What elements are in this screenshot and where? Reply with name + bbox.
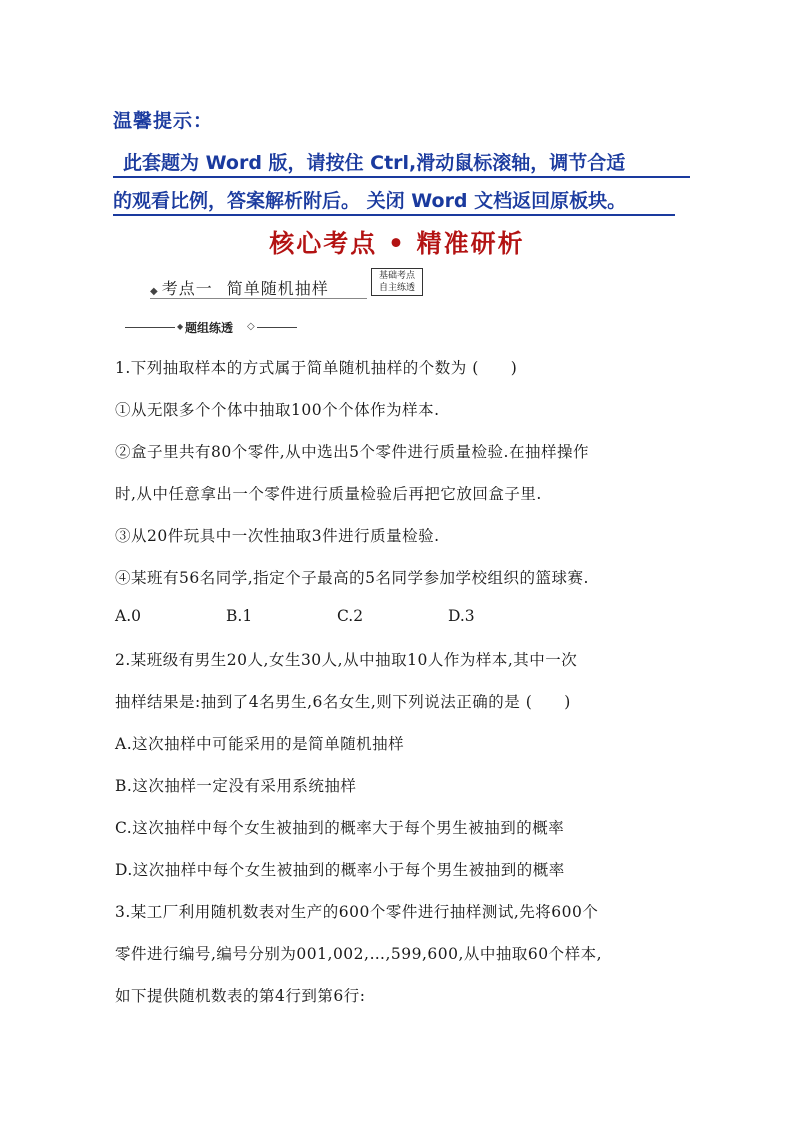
divider-right xyxy=(257,327,297,328)
group-label: 题组练透 xyxy=(185,321,234,335)
badge-line-1: 基础考点 xyxy=(378,271,415,281)
tip-line-1: 此套题为 Word 版，请按住 Ctrl,滑动鼠标滚轴，调节合适 xyxy=(113,150,690,178)
q1-option-d: D.3 xyxy=(448,607,475,625)
tip-title: 温馨提示： xyxy=(113,110,214,132)
q1-item-3: ③从20件玩具中一次性抽取3件进行质量检验. xyxy=(115,527,440,545)
tip-line-2: 的观看比例，答案解析附后。 关闭 Word 文档返回原板块。 xyxy=(113,188,675,216)
section-title: 核心考点 • 精准研析 xyxy=(269,229,525,258)
q1-item-2b: 时,从中任意拿出一个零件进行质量检验后再把它放回盒子里. xyxy=(115,485,542,503)
q2-option-d: D.这次抽样中每个女生被抽到的概率小于每个男生被抽到的概率 xyxy=(115,861,565,879)
q2-option-b: B.这次抽样一定没有采用系统抽样 xyxy=(115,777,357,795)
q3-stem-2: 零件进行编号,编号分别为001,002,…,599,600,从中抽取60个样本, xyxy=(115,945,603,963)
kaodian-underline xyxy=(150,298,367,299)
kaodian-badge xyxy=(371,268,423,296)
q1-item-2a: ②盒子里共有80个零件,从中选出5个零件进行质量检验.在抽样操作 xyxy=(115,443,589,461)
q1-item-1: ①从无限多个个体中抽取100个个体作为样本. xyxy=(115,401,440,419)
dot-icon: ◆ xyxy=(177,322,184,331)
divider-left xyxy=(125,327,175,328)
q1-item-4: ④某班有56名同学,指定个子最高的5名同学参加学校组织的篮球赛. xyxy=(115,569,589,587)
q1-stem: 1.下列抽取样本的方式属于简单随机抽样的个数为 ( ) xyxy=(115,359,518,377)
q2-stem-1: 2.某班级有男生20人,女生30人,从中抽取10人作为样本,其中一次 xyxy=(115,651,578,669)
q2-stem-2: 抽样结果是:抽到了4名男生,6名女生,则下列说法正确的是 ( ) xyxy=(115,693,571,711)
q1-option-b: B.1 xyxy=(226,607,253,625)
q2-option-a: A.这次抽样中可能采用的是简单随机抽样 xyxy=(115,735,405,753)
q3-stem-3: 如下提供随机数表的第4行到第6行: xyxy=(115,987,366,1005)
kaodian-name: 简单随机抽样 xyxy=(226,279,329,298)
q2-option-c: C.这次抽样中每个女生被抽到的概率大于每个男生被抽到的概率 xyxy=(115,819,565,837)
diamond-outline-icon: ◇ xyxy=(247,321,255,332)
diamond-icon: ◆ xyxy=(150,286,159,297)
badge-line-2: 自主练透 xyxy=(378,283,415,293)
q1-option-a: A.0 xyxy=(115,607,141,625)
kaodian-heading xyxy=(150,276,329,299)
group-heading xyxy=(125,320,305,334)
kaodian-label: 考点一 xyxy=(161,279,213,298)
q3-stem-1: 3.某工厂利用随机数表对生产的600个零件进行抽样测试,先将600个 xyxy=(115,903,599,921)
q1-option-c: C.2 xyxy=(337,607,364,625)
